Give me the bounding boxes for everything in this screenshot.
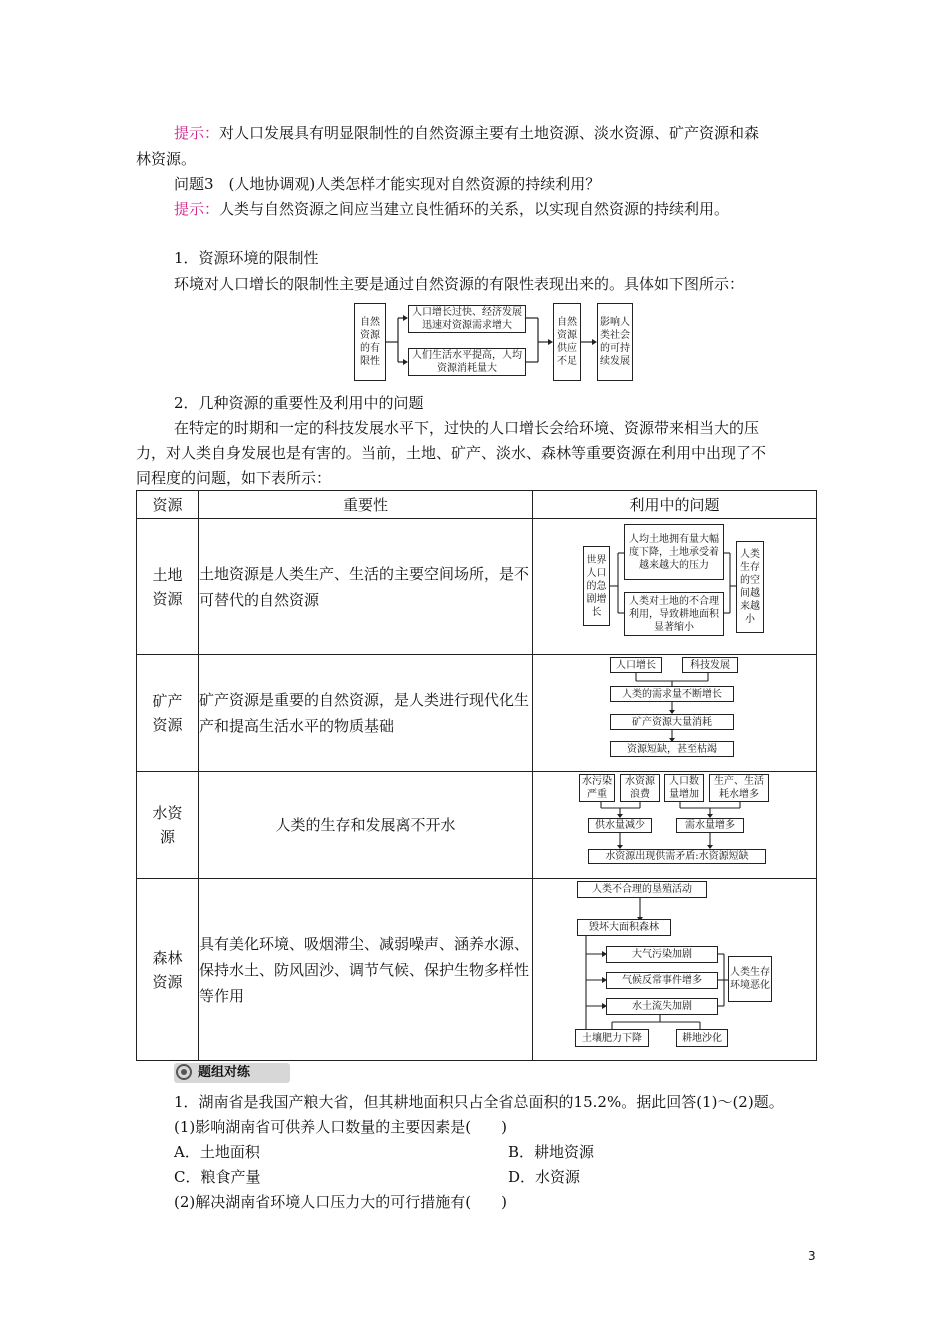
imp-land: 土地资源是人类生产、生活的主要空间场所，是不可替代的自然资源 <box>199 519 533 655</box>
land-population-growth: 世界人口的急剧增长 <box>583 546 610 626</box>
hint-2-text: 人类与自然资源之间应当建立良性循环的关系，以实现自然资源的持续利用。 <box>219 200 730 218</box>
option-d: D．水资源 <box>508 1168 581 1186</box>
header-resource: 资源 <box>137 491 199 519</box>
exercise-1-1: (1)影响湖南省可供养人口数量的主要因素是( ) <box>174 1118 507 1136</box>
header-problems: 利用中的问题 <box>533 491 817 519</box>
flow1-sustainability: 影响人类社会的可持续发展 <box>597 303 633 381</box>
water-shortage: 水资源出现供需矛盾:水资源短缺 <box>588 849 766 864</box>
exercise-1: 1．湖南省是我国产粮大省，但其耕地面积只占全省总面积的15.2%。据此回答(1)～(2)题。 <box>174 1093 784 1111</box>
paragraph-importance-1: 在特定的时期和一定的科技发展水平下，过快的人口增长会给环境、资源带来相当大的压 <box>174 419 760 437</box>
water-supply-decrease: 供水量减少 <box>588 818 652 833</box>
flow1-finite-resources: 自然资源的有限性 <box>354 303 386 381</box>
option-c: C．粮食产量 <box>174 1168 261 1186</box>
forest-soil-fertility: 土壤肥力下降 <box>575 1029 649 1047</box>
mineral-shortage: 资源短缺，甚至枯竭 <box>610 741 734 757</box>
exercise-1-2: (2)解决湖南省环境人口压力大的可行措施有( ) <box>174 1193 507 1211</box>
paragraph-importance-2: 力，对人类自身发展也是有害的。当前，土地、矿产、淡水、森林等重要资源在利用中出现了不 <box>136 444 767 462</box>
water-consumption-increase: 生产、生活耗水增多 <box>709 774 769 802</box>
option-a: A．土地面积 <box>174 1143 260 1161</box>
res-mineral: 矿产资源 <box>137 655 199 772</box>
forest-destruction: 毁坏大面积森林 <box>577 919 671 936</box>
hint-label: 提示： <box>174 200 220 218</box>
option-b: B．耕地资源 <box>508 1143 595 1161</box>
water-demand-increase: 需水量增多 <box>676 818 744 833</box>
mineral-demand-growth: 人类的需求量不断增长 <box>610 686 734 702</box>
forest-environment-worsening: 人类生存环境恶化 <box>728 956 772 1002</box>
land-per-capita-drop: 人均土地拥有量大幅度下降，土地承受着越来越大的压力 <box>624 524 724 580</box>
paragraph-importance-3: 同程度的问题，如下表所示： <box>136 469 332 487</box>
water-waste: 水资源浪费 <box>620 774 660 802</box>
forest-soil-erosion: 水土流失加剧 <box>606 998 718 1015</box>
imp-forest: 具有美化环境、吸烟滞尘、减弱噪声、涵养水源、保持水土、防风固沙、调节气候、保护生物多样性等作用 <box>199 879 533 1061</box>
hint-1-cont: 林资源。 <box>136 150 197 168</box>
mineral-population-growth: 人口增长 <box>610 657 662 673</box>
header-importance: 重要性 <box>199 491 533 519</box>
flow1-population-growth: 人口增长过快、经济发展迅速对资源需求增大 <box>408 305 526 333</box>
exercise-banner-label: 题组对练 <box>198 1065 251 1080</box>
imp-water: 人类的生存和发展离不开水 <box>199 772 533 879</box>
page-number: 3 <box>808 1249 816 1263</box>
res-land: 土地资源 <box>137 519 199 655</box>
res-water: 水资源 <box>137 772 199 879</box>
exercise-banner <box>174 1063 290 1083</box>
forest-reclamation: 人类不合理的垦殖活动 <box>577 881 707 898</box>
mineral-consumption: 矿产资源大量消耗 <box>610 714 734 730</box>
hint-1-text: 对人口发展具有明显限制性的自然资源主要有土地资源、淡水资源、矿产资源和森 <box>219 124 760 142</box>
water-pollution: 水污染严重 <box>579 774 615 802</box>
land-misuse: 人类对土地的不合理利用，导致耕地面积显著缩小 <box>624 592 724 636</box>
forest-climate-events: 气候反常事件增多 <box>606 972 718 989</box>
question-3: 问题3 (人地协调观)人类怎样才能实现对自然资源的持续利用？ <box>174 175 601 193</box>
flow1-supply-shortage: 自然资源供应不足 <box>553 303 581 381</box>
flow1-living-standard: 人们生活水平提高，人均资源消耗量大 <box>408 348 526 376</box>
paragraph-limit: 环境对人口增长的限制性主要是通过自然资源的有限性表现出来的。具体如下图所示： <box>174 275 745 293</box>
land-space-shrinking: 人类生存的空间越来越小 <box>736 541 764 633</box>
res-forest: 森林资源 <box>137 879 199 1061</box>
hint-label: 提示： <box>174 124 220 142</box>
section-heading-2: 2．几种资源的重要性及利用中的问题 <box>174 394 424 412</box>
section-heading-1: 1．资源环境的限制性 <box>174 249 319 267</box>
forest-desertification: 耕地沙化 <box>676 1029 728 1047</box>
target-icon <box>176 1064 192 1080</box>
mineral-tech-development: 科技发展 <box>682 657 738 673</box>
forest-air-pollution: 大气污染加剧 <box>606 946 718 963</box>
water-population-increase: 人口数量增加 <box>664 774 704 802</box>
imp-mineral: 矿产资源是重要的自然资源，是人类进行现代化生产和提高生活水平的物质基础 <box>199 655 533 772</box>
